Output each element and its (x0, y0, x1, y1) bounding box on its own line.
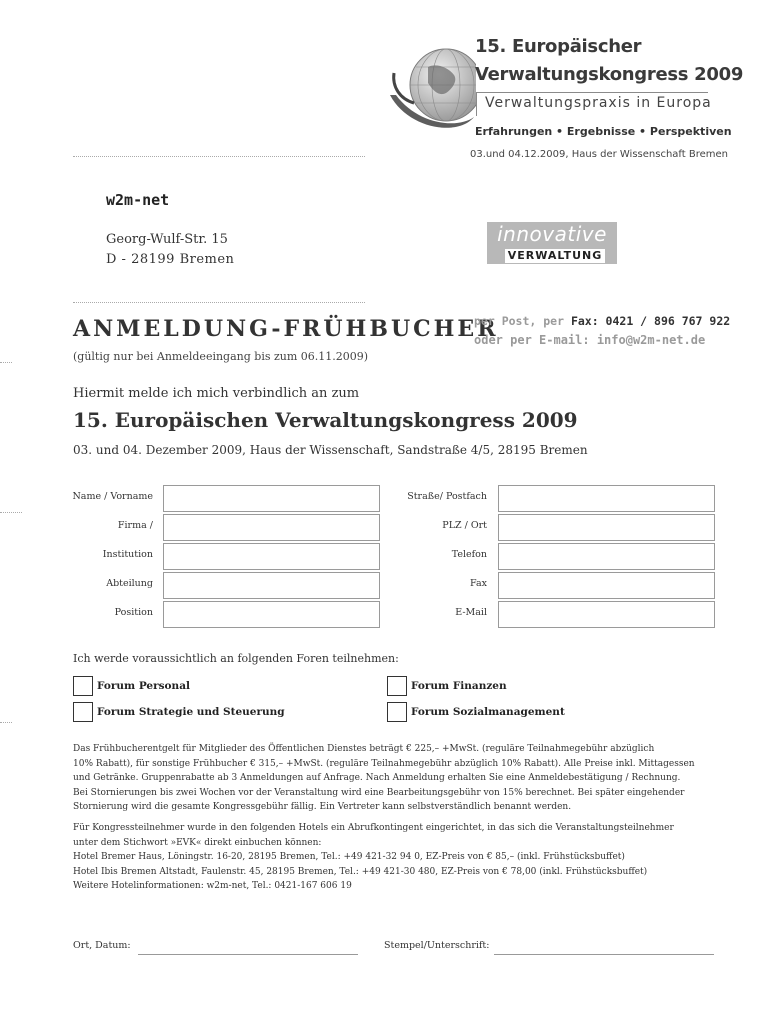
stamp-signature-line[interactable] (494, 954, 714, 955)
post-prefix: per Post, per (474, 314, 571, 328)
hotel-line: Hotel Bremer Haus, Löningstr. 16-20, 28195 Bremen, Tel.: +49 421-32 94 0, EZ-Preis von € 85,– (inkl. Frühstücksbuffet) (73, 852, 625, 862)
hotel-line: unter dem Stichwort »EVK« direkt einbuchen können: (73, 837, 322, 848)
place-date-line[interactable] (138, 954, 358, 955)
fax-number: Fax: 0421 / 896 767 922 (570, 314, 731, 328)
globe-logo-icon (388, 33, 476, 145)
fax-contact (474, 314, 730, 328)
label-fax: Fax (470, 578, 487, 589)
page-title: ANMELDUNG-FRÜHBUCHER (73, 316, 499, 342)
abteilung-input[interactable] (163, 572, 380, 599)
checkbox-forum-personal[interactable] (73, 676, 93, 696)
plz-ort-input[interactable] (498, 514, 715, 541)
fees-line: Stornierung wird die gesamte Kongressgebühr fällig. Ein Vertreter kann selbstverständlich benannt werden. (73, 802, 572, 812)
firma-input[interactable] (163, 514, 380, 541)
divider (476, 92, 477, 116)
congress-dates: 03.und 04.12.2009, Haus der Wissenschaft Bremen (470, 149, 728, 160)
cut-mark (73, 156, 365, 157)
hotel-line: Für Kongressteilnehmer wurde in den folgenden Hotels ein Abrufkontingent eingerichtet, in das sich die Veranstaltungsteilnehmer (73, 823, 674, 833)
label-telefon: Telefon (451, 549, 487, 560)
congress-title-line2: Verwaltungskongress 2009 (475, 64, 744, 85)
fees-line: Bei Stornierungen bis zwei Wochen vor der Veranstaltung wird eine Bearbeitungsgebühr von 15% berechnet. Bei später eingehender (73, 787, 685, 798)
institution-input[interactable] (163, 543, 380, 570)
congress-subtitle: Verwaltungspraxis in Europa (485, 95, 712, 111)
hotel-paragraph (73, 821, 713, 894)
forum-strategie-label: Forum Strategie und Steuerung (97, 706, 285, 718)
name-input[interactable] (163, 485, 380, 512)
label-firma: Firma / (117, 520, 153, 531)
checkbox-forum-sozialmanagement[interactable] (387, 702, 407, 722)
label-plz-ort: PLZ / Ort (442, 520, 487, 531)
place-date-label: Ort, Datum: (73, 940, 131, 951)
sender-city: D - 28199 Bremen (106, 252, 235, 267)
label-strasse: Straße/ Postfach (407, 491, 487, 502)
registration-intro: Hiermit melde ich mich verbindlich an zum (73, 386, 360, 401)
fees-line: 10% Rabatt), für sonstige Frühbucher € 315,– +MwSt. (reguläre Teilnahmegebühr abzüglich 10% Rabatt). Alle Preise inkl. Mittagessen (73, 758, 695, 769)
label-position: Position (114, 607, 153, 618)
hotel-line: Weitere Hotelinformationen: w2m-net, Tel.: 0421-167 606 19 (73, 881, 352, 891)
checkbox-forum-strategie[interactable] (73, 702, 93, 722)
sender-street: Georg-Wulf-Str. 15 (106, 232, 228, 247)
fees-paragraph (73, 742, 713, 815)
checkbox-forum-finanzen[interactable] (387, 676, 407, 696)
cut-mark (0, 362, 12, 363)
label-name: Name / Vorname (72, 491, 153, 502)
email-contact: oder per E-mail: info@w2m-net.de (474, 333, 706, 347)
label-institution: Institution (102, 549, 153, 560)
cut-mark (0, 512, 22, 513)
validity-note: (gültig nur bei Anmeldeeingang bis zum 06.11.2009) (73, 350, 369, 363)
position-input[interactable] (163, 601, 380, 628)
strasse-input[interactable] (498, 485, 715, 512)
forum-personal-label: Forum Personal (97, 680, 190, 692)
sender-name: w2m-net (106, 191, 170, 209)
forums-intro: Ich werde voraussichtlich an folgenden Foren teilnehmen: (73, 652, 399, 665)
label-abteilung: Abteilung (106, 578, 153, 589)
congress-title-line1: 15. Europäischer (475, 36, 642, 57)
event-title: 15. Europäischen Verwaltungskongress 2009 (73, 408, 578, 432)
logo-word-innovative: innovative (497, 222, 607, 246)
stamp-signature-label: Stempel/Unterschrift: (384, 940, 490, 951)
hotel-line: Hotel Ibis Bremen Altstadt, Faulenstr. 45, 28195 Bremen, Tel.: +49 421-30 480, EZ-Preis von € 78,00 (inkl. Frühstücksbuffet) (73, 866, 648, 877)
email-input[interactable] (498, 601, 715, 628)
label-email: E-Mail (455, 607, 487, 618)
fax-input[interactable] (498, 572, 715, 599)
cut-mark (0, 722, 12, 723)
forum-finanzen-label: Forum Finanzen (411, 680, 507, 692)
fees-line: und Getränke. Gruppenrabatte ab 3 Anmeldungen auf Anfrage. Nach Anmeldung erhalten Sie eine Anmeldebestätigung / Rechnung. (73, 773, 681, 783)
cut-mark (73, 302, 365, 303)
forum-sozialmanagement-label: Forum Sozialmanagement (411, 706, 565, 718)
logo-word-verwaltung: VERWALTUNG (505, 249, 605, 263)
fees-line: Das Frühbucherentgelt für Mitglieder des Öffentlichen Dienstes beträgt € 225,– +MwSt. (reguläre Teilnahmegebühr abzüglich (73, 744, 655, 754)
event-date-place: 03. und 04. Dezember 2009, Haus der Wissenschaft, Sandstraße 4/5, 28195 Bremen (73, 443, 588, 457)
congress-tagline: Erfahrungen • Ergebnisse • Perspektiven (475, 125, 732, 138)
telefon-input[interactable] (498, 543, 715, 570)
divider (476, 92, 708, 93)
